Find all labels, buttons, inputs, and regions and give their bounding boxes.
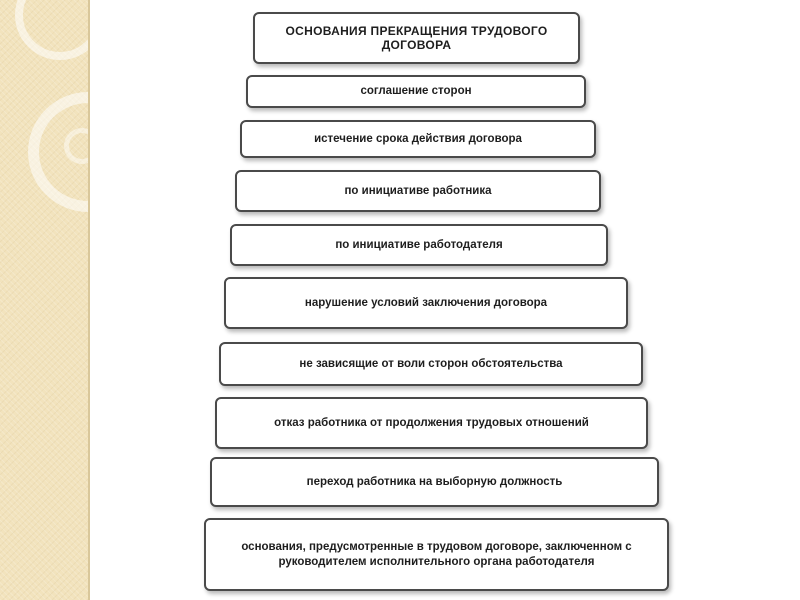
diagram-title: ОСНОВАНИЯ ПРЕКРАЩЕНИЯ ТРУДОВОГО ДОГОВОРА <box>285 23 548 52</box>
termination-ground-box <box>210 457 659 507</box>
termination-ground-box <box>235 170 601 212</box>
termination-ground-label: нарушение условий заключения договора <box>304 296 548 309</box>
side-panel-divider <box>88 0 90 600</box>
termination-ground-box <box>224 277 628 329</box>
termination-ground-label: соглашение сторон <box>360 85 472 98</box>
termination-ground-label: основания, предусмотренные в трудовом договоре, заключенном с руководителем исполнительного органа работодателя <box>241 540 632 568</box>
termination-ground-box <box>230 224 608 266</box>
termination-ground-label: не зависящие от воли сторон обстоятельства <box>299 357 563 370</box>
decorative-side-panel <box>0 0 88 600</box>
diagram-title-box <box>253 12 580 64</box>
termination-ground-label: переход работника на выборную должность <box>306 475 563 488</box>
termination-ground-label: по инициативе работника <box>344 184 492 197</box>
termination-ground-box <box>219 342 643 386</box>
termination-ground-label: истечение срока действия договора <box>314 132 522 145</box>
termination-ground-box <box>240 120 596 158</box>
termination-ground-box <box>246 75 586 108</box>
termination-ground-label: по инициативе работодателя <box>335 238 503 251</box>
termination-ground-label: отказ работника от продолжения трудовых отношений <box>274 416 589 429</box>
termination-ground-box <box>215 397 648 449</box>
decorative-ring-icon <box>15 0 88 60</box>
termination-ground-box <box>204 518 669 591</box>
